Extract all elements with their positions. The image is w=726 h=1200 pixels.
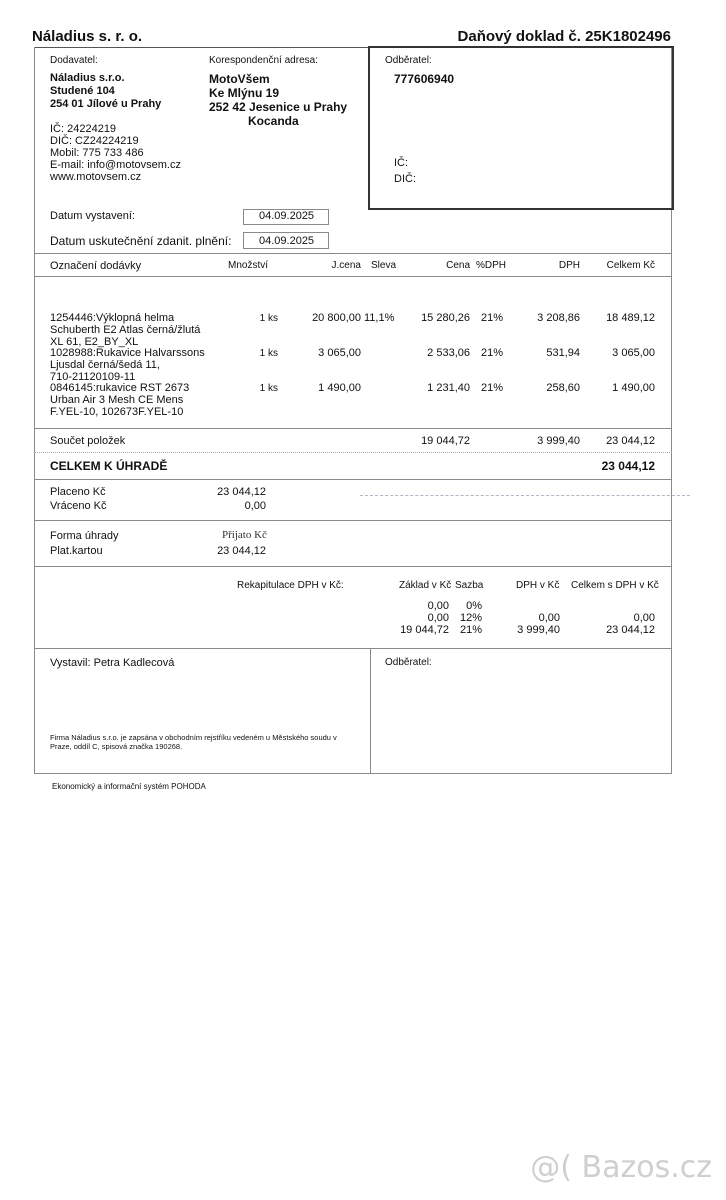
totals-top-rule: [34, 428, 672, 429]
table-row-2-line1: 1028988:Rukavice Halvarssons: [50, 347, 205, 359]
taxable-date-value: 04.09.2025: [259, 235, 315, 247]
vat-recap-col-rate: Sazba: [455, 580, 484, 591]
vat-recap-row-2-rate: 12%: [459, 612, 482, 624]
col-discount: Sleva: [371, 260, 397, 271]
vat-recap-row-1-rate: 0%: [466, 600, 482, 612]
correspondence-name: MotoVšem: [209, 72, 270, 86]
table-row-1-qty: 1 ks: [259, 313, 278, 324]
vat-recap-row-1-base: 0,00: [427, 600, 449, 612]
payment-rule: [34, 520, 672, 521]
amount-due-value: 23 044,12: [601, 459, 655, 473]
payment-method-label: Forma úhrady: [50, 530, 119, 542]
table-row-1-discount: 11,1%: [364, 312, 395, 324]
paid-label: Placeno Kč: [50, 486, 106, 498]
col-price: Cena: [446, 260, 470, 271]
watermark: @( Bazos.cz: [530, 1150, 712, 1185]
table-row-2-vat: 531,94: [546, 347, 580, 359]
customer-number: 777606940: [394, 72, 455, 86]
paid-value: 23 044,12: [217, 486, 266, 498]
company-name: Náladius s. r. o.: [32, 28, 143, 45]
table-row-2-vat-rate: 21%: [481, 347, 504, 359]
frame-bottom: [34, 773, 672, 774]
table-row-3-vat-rate: 21%: [481, 382, 504, 394]
table-row-1-vat-rate: 21%: [481, 312, 504, 324]
customer-label: Odběratel:: [385, 55, 432, 66]
issued-date-label: Datum vystavení:: [50, 210, 135, 222]
supplier-mobile: Mobil: 775 733 486: [50, 147, 144, 159]
system-note: Ekonomický a informační systém POHODA: [52, 782, 206, 791]
registry-note-line1: Firma Náladius s.r.o. je zapsána v obchodním rejstříku vedeném u Městského soudu v: [50, 733, 337, 742]
document-title: Daňový doklad č. 25K1802496: [457, 28, 671, 45]
totals-bottom-rule: [34, 479, 672, 480]
col-total: Celkem Kč: [606, 260, 655, 271]
table-row-1-vat: 3 208,86: [537, 312, 580, 324]
registry-note-line2: Praze, oddíl C, spisová značka 190268.: [50, 742, 183, 751]
table-row-3-line2: Urban Air 3 Mesh CE Mens: [50, 394, 184, 406]
recipient-signature-label: Odběratel:: [385, 657, 432, 668]
sum-label: Součet položek: [50, 435, 126, 447]
taxable-date-label: Datum uskutečnění zdanit. plnění:: [50, 234, 232, 248]
table-row-3-line1: 0846145:rukavice RST 2673: [50, 382, 190, 394]
customer-ic-label: IČ:: [394, 157, 409, 169]
amount-due-label: CELKEM K ÚHRADĚ: [50, 459, 168, 473]
received-stamp: Přijato Kč: [222, 529, 267, 541]
table-row-1-line1: 1254446:Výklopná helma: [50, 312, 175, 324]
table-row-1-price: 15 280,26: [421, 312, 470, 324]
col-unit-price: J.cena: [331, 260, 361, 271]
table-row-3-vat: 258,60: [546, 382, 580, 394]
vat-recap-row-3-base: 19 044,72: [400, 624, 449, 636]
vat-recap-row-3-total: 23 044,12: [606, 624, 655, 636]
frame-left: [34, 47, 35, 774]
sum-vat: 3 999,40: [537, 435, 580, 447]
supplier-ic: IČ: 24224219: [50, 123, 117, 135]
correspondence-label: Korespondenční adresa:: [209, 55, 318, 66]
table-row-2-unit-price: 3 065,00: [318, 347, 361, 359]
vat-recap-row-2-base: 0,00: [427, 612, 449, 624]
supplier-city: 254 01 Jílové u Prahy: [50, 98, 162, 110]
vat-recap-row-3-rate: 21%: [459, 624, 482, 636]
table-row-3-qty: 1 ks: [259, 383, 278, 394]
table-row-2-line2: Ljusdal černá/šedá 11,: [50, 359, 160, 371]
returned-value: 0,00: [244, 500, 266, 512]
card-label: Plat.kartou: [50, 545, 103, 557]
correspondence-street: Ke Mlýnu 19: [209, 86, 280, 100]
table-row-2-qty: 1 ks: [259, 348, 278, 359]
col-vat: DPH: [558, 260, 580, 271]
supplier-street: Studené 104: [50, 85, 115, 97]
supplier-web: www.motovsem.cz: [50, 171, 142, 183]
table-top-rule: [34, 253, 672, 254]
card-value: 23 044,12: [217, 545, 266, 557]
table-row-1-total: 18 489,12: [606, 312, 655, 324]
issued-date-value: 04.09.2025: [259, 210, 315, 222]
issued-by: Vystavil: Petra Kadlecová: [50, 657, 175, 669]
col-qty: Množství: [228, 260, 269, 271]
col-item: Označení dodávky: [50, 260, 142, 272]
totals-mid-rule: [34, 452, 672, 453]
returned-label: Vráceno Kč: [50, 500, 107, 512]
footer-top-rule: [34, 648, 672, 649]
vat-recap-row-2-total: 0,00: [633, 612, 655, 624]
table-row-3-price: 1 231,40: [427, 382, 470, 394]
vat-recap-col-base: Základ v Kč: [399, 580, 452, 591]
sum-price: 19 044,72: [421, 435, 470, 447]
vat-recap-row-3-vat: 3 999,40: [517, 624, 560, 636]
table-row-1-unit-price: 20 800,00: [312, 312, 361, 324]
table-row-1-line3: XL 61, E2_BY_XL: [50, 336, 139, 348]
customer-dic-label: DIČ:: [394, 173, 416, 185]
table-row-2-total: 3 065,00: [612, 347, 655, 359]
table-row-3-unit-price: 1 490,00: [318, 382, 361, 394]
vat-recap-title: Rekapitulace DPH v Kč:: [237, 580, 344, 591]
scan-streak: [360, 495, 690, 496]
vat-recap-col-total: Celkem s DPH v Kč: [571, 580, 659, 591]
vat-recap-row-2-vat: 0,00: [538, 612, 560, 624]
footer-divider: [370, 648, 371, 773]
supplier-label: Dodavatel:: [50, 55, 98, 66]
supplier-dic: DIČ: CZ24224219: [50, 135, 139, 147]
table-row-3-total: 1 490,00: [612, 382, 655, 394]
supplier-email: E-mail: info@motovsem.cz: [50, 159, 181, 171]
table-row-2-price: 2 533,06: [427, 347, 470, 359]
supplier-name: Náladius s.r.o.: [50, 72, 125, 84]
sum-total: 23 044,12: [606, 435, 655, 447]
table-header-rule: [34, 276, 672, 277]
table-row-2-line3: 710-21120109-11: [50, 371, 136, 383]
table-row-3-line3: F.YEL-10, 102673F.YEL-10: [50, 406, 184, 418]
table-row-1-line2: Schuberth E2 Atlas černá/žlutá: [50, 324, 201, 336]
correspondence-city: 252 42 Jesenice u Prahy: [209, 100, 348, 114]
col-vat-rate: %DPH: [476, 260, 507, 271]
correspondence-district: Kocanda: [248, 114, 299, 128]
vat-recap-col-vat: DPH v Kč: [516, 580, 560, 591]
payment-bottom-rule: [34, 566, 672, 567]
customer-box: [368, 46, 674, 210]
